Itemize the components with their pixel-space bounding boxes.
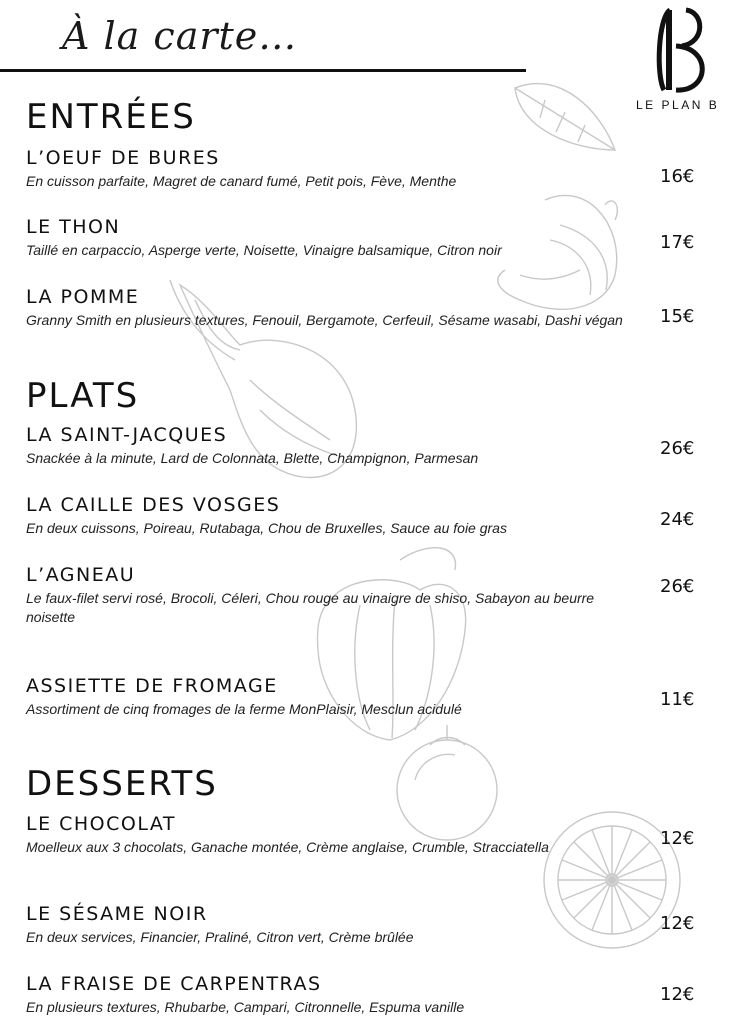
dish-price: 17€ [660, 232, 695, 253]
dish-description: Granny Smith en plusieurs textures, Fenouil, Bergamote, Cerfeuil, Sésame wasabi, Dashi végan [26, 312, 623, 328]
section-title-desserts: DESSERTS [26, 764, 218, 804]
dish-name: LE SÉSAME NOIR [26, 903, 208, 925]
dish-price: 12€ [660, 828, 695, 849]
dish-description: Taillé en carpaccio, Asperge verte, Noisette, Vinaigre balsamique, Citron noir [26, 242, 502, 258]
dish-price: 26€ [660, 438, 695, 459]
page-title: À la carte… [62, 14, 298, 58]
dish-price: 26€ [660, 576, 695, 597]
dish-description: Le faux-filet servi rosé, Brocoli, Céleri, Chou rouge au vinaigre de shiso, Sabayon au beurre noisette [26, 590, 595, 625]
dish-name: LA CAILLE DES VOSGES [26, 494, 281, 516]
menu-item [26, 423, 626, 468]
dish-description: En cuisson parfaite, Magret de canard fumé, Petit pois, Fève, Menthe [26, 173, 457, 189]
dish-price: 15€ [660, 306, 695, 327]
section-title-entrees: ENTRÉES [26, 97, 196, 137]
dish-price: 12€ [660, 913, 695, 934]
menu-item [26, 215, 626, 260]
dish-price: 16€ [660, 166, 695, 187]
menu-item [26, 902, 626, 947]
dish-name: L’AGNEAU [26, 564, 136, 586]
dish-name: LE THON [26, 216, 121, 238]
dish-description: En deux cuissons, Poireau, Rutabaga, Chou de Bruxelles, Sauce au foie gras [26, 520, 507, 536]
dish-description: En deux services, Financier, Praliné, Citron vert, Crème brûlée [26, 929, 414, 945]
dish-name: LA POMME [26, 286, 140, 308]
dish-name: LE CHOCOLAT [26, 813, 177, 835]
menu-item [26, 972, 626, 1017]
brand-name: LE PLAN B [636, 98, 720, 112]
dish-name: LA SAINT-JACQUES [26, 424, 228, 446]
dish-name: ASSIETTE DE FROMAGE [26, 675, 278, 697]
menu-item [26, 563, 626, 627]
section-title-plats: PLATS [26, 376, 140, 416]
dish-description: En plusieurs textures, Rhubarbe, Campari, Citronnelle, Espuma vanille [26, 999, 465, 1015]
dish-description: Assortiment de cinq fromages de la ferme MonPlaisir, Mesclun acidulé [26, 701, 462, 717]
dish-price: 24€ [660, 509, 695, 530]
dish-name: LA FRAISE DE CARPENTRAS [26, 973, 322, 995]
menu-item [26, 285, 626, 330]
menu-item [26, 146, 626, 191]
menu-item [26, 493, 626, 538]
dish-description: Moelleux aux 3 chocolats, Ganache montée, Crème anglaise, Crumble, Stracciatella [26, 839, 549, 855]
dish-price: 12€ [660, 984, 695, 1005]
dish-description: Snackée à la minute, Lard de Colonnata, Blette, Champignon, Parmesan [26, 450, 479, 466]
dish-name: L’OEUF DE BURES [26, 147, 220, 169]
dish-price: 11€ [660, 689, 695, 710]
plan-b-logo-icon [646, 6, 716, 94]
menu-item [26, 812, 626, 857]
leaf-sketch [515, 84, 615, 150]
header-divider [0, 69, 526, 72]
menu-item [26, 674, 626, 719]
